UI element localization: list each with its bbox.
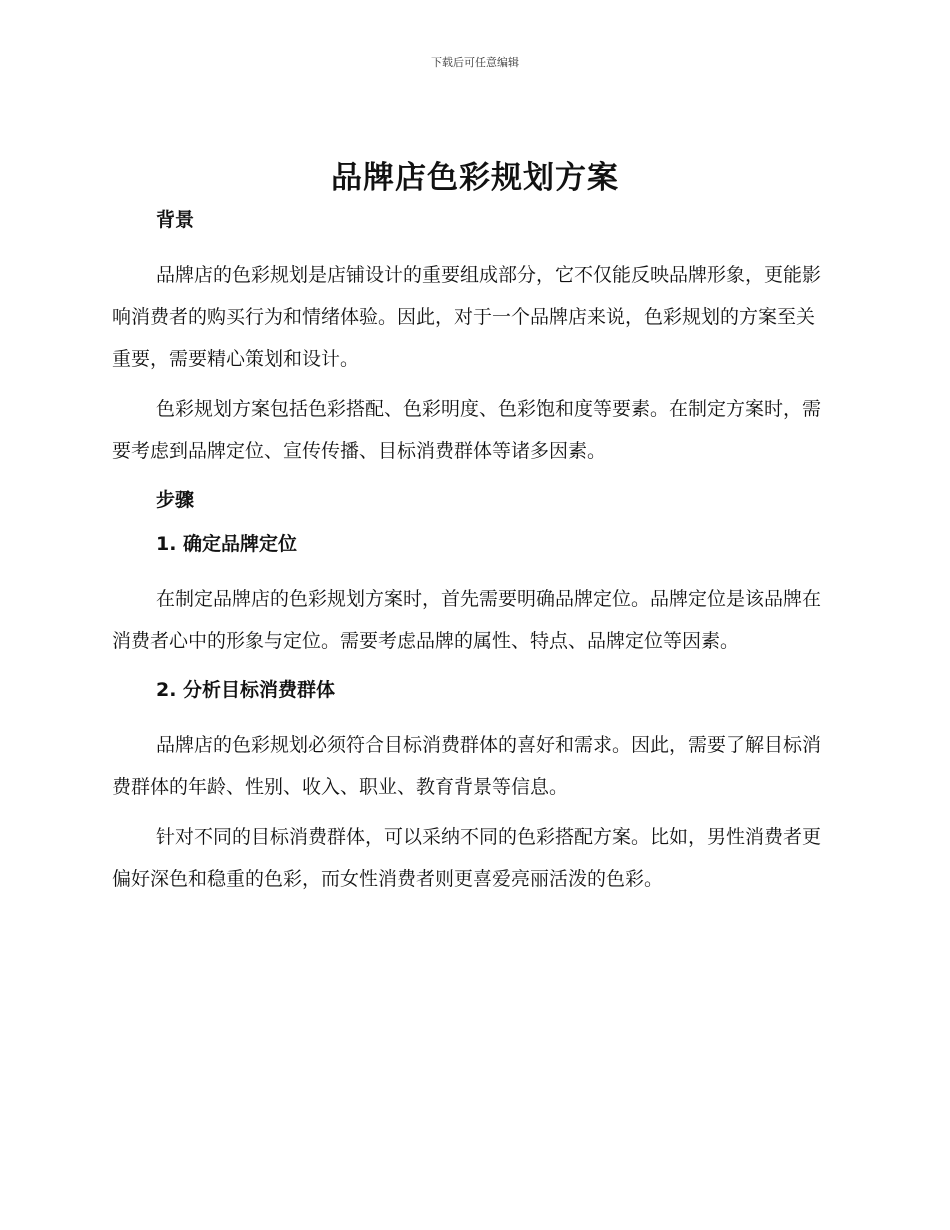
step-heading-1: 1. 确定品牌定位 <box>156 533 298 555</box>
paragraph-background-1: 品牌店的色彩规划是店铺设计的重要组成部分，它不仅能反映品牌形象，更能影响消费者的购买行为和情绪体验。因此，对于一个品牌店来说，色彩规划的方案至关重要，需要精心策划和设计。 <box>112 264 822 370</box>
paragraph-step-1: 在制定品牌店的色彩规划方案时，首先需要明确品牌定位。品牌定位是该品牌在消费者心中的形象与定位。需要考虑品牌的属性、特点、品牌定位等因素。 <box>112 588 822 652</box>
paragraph-step-2-2: 针对不同的目标消费群体，可以采纳不同的色彩搭配方案。比如，男性消费者更偏好深色和稳重的色彩，而女性消费者则更喜爱亮丽活泼的色彩。 <box>112 826 822 890</box>
paragraph-background-2: 色彩规划方案包括色彩搭配、色彩明度、色彩饱和度等要素。在制定方案时，需要考虑到品牌定位、宣传传播、目标消费群体等诸多因素。 <box>112 398 822 462</box>
section-heading-steps: 步骤 <box>156 489 195 511</box>
paragraph-step-2-1: 品牌店的色彩规划必须符合目标消费群体的喜好和需求。因此，需要了解目标消费群体的年龄、性别、收入、职业、教育背景等信息。 <box>112 734 822 798</box>
step-heading-2: 2. 分析目标消费群体 <box>156 679 336 701</box>
document-title: 品牌店色彩规划方案 <box>331 160 619 196</box>
section-heading-background: 背景 <box>156 209 195 231</box>
header-note: 下载后可任意编辑 <box>431 56 519 69</box>
document-body <box>112 206 832 900</box>
